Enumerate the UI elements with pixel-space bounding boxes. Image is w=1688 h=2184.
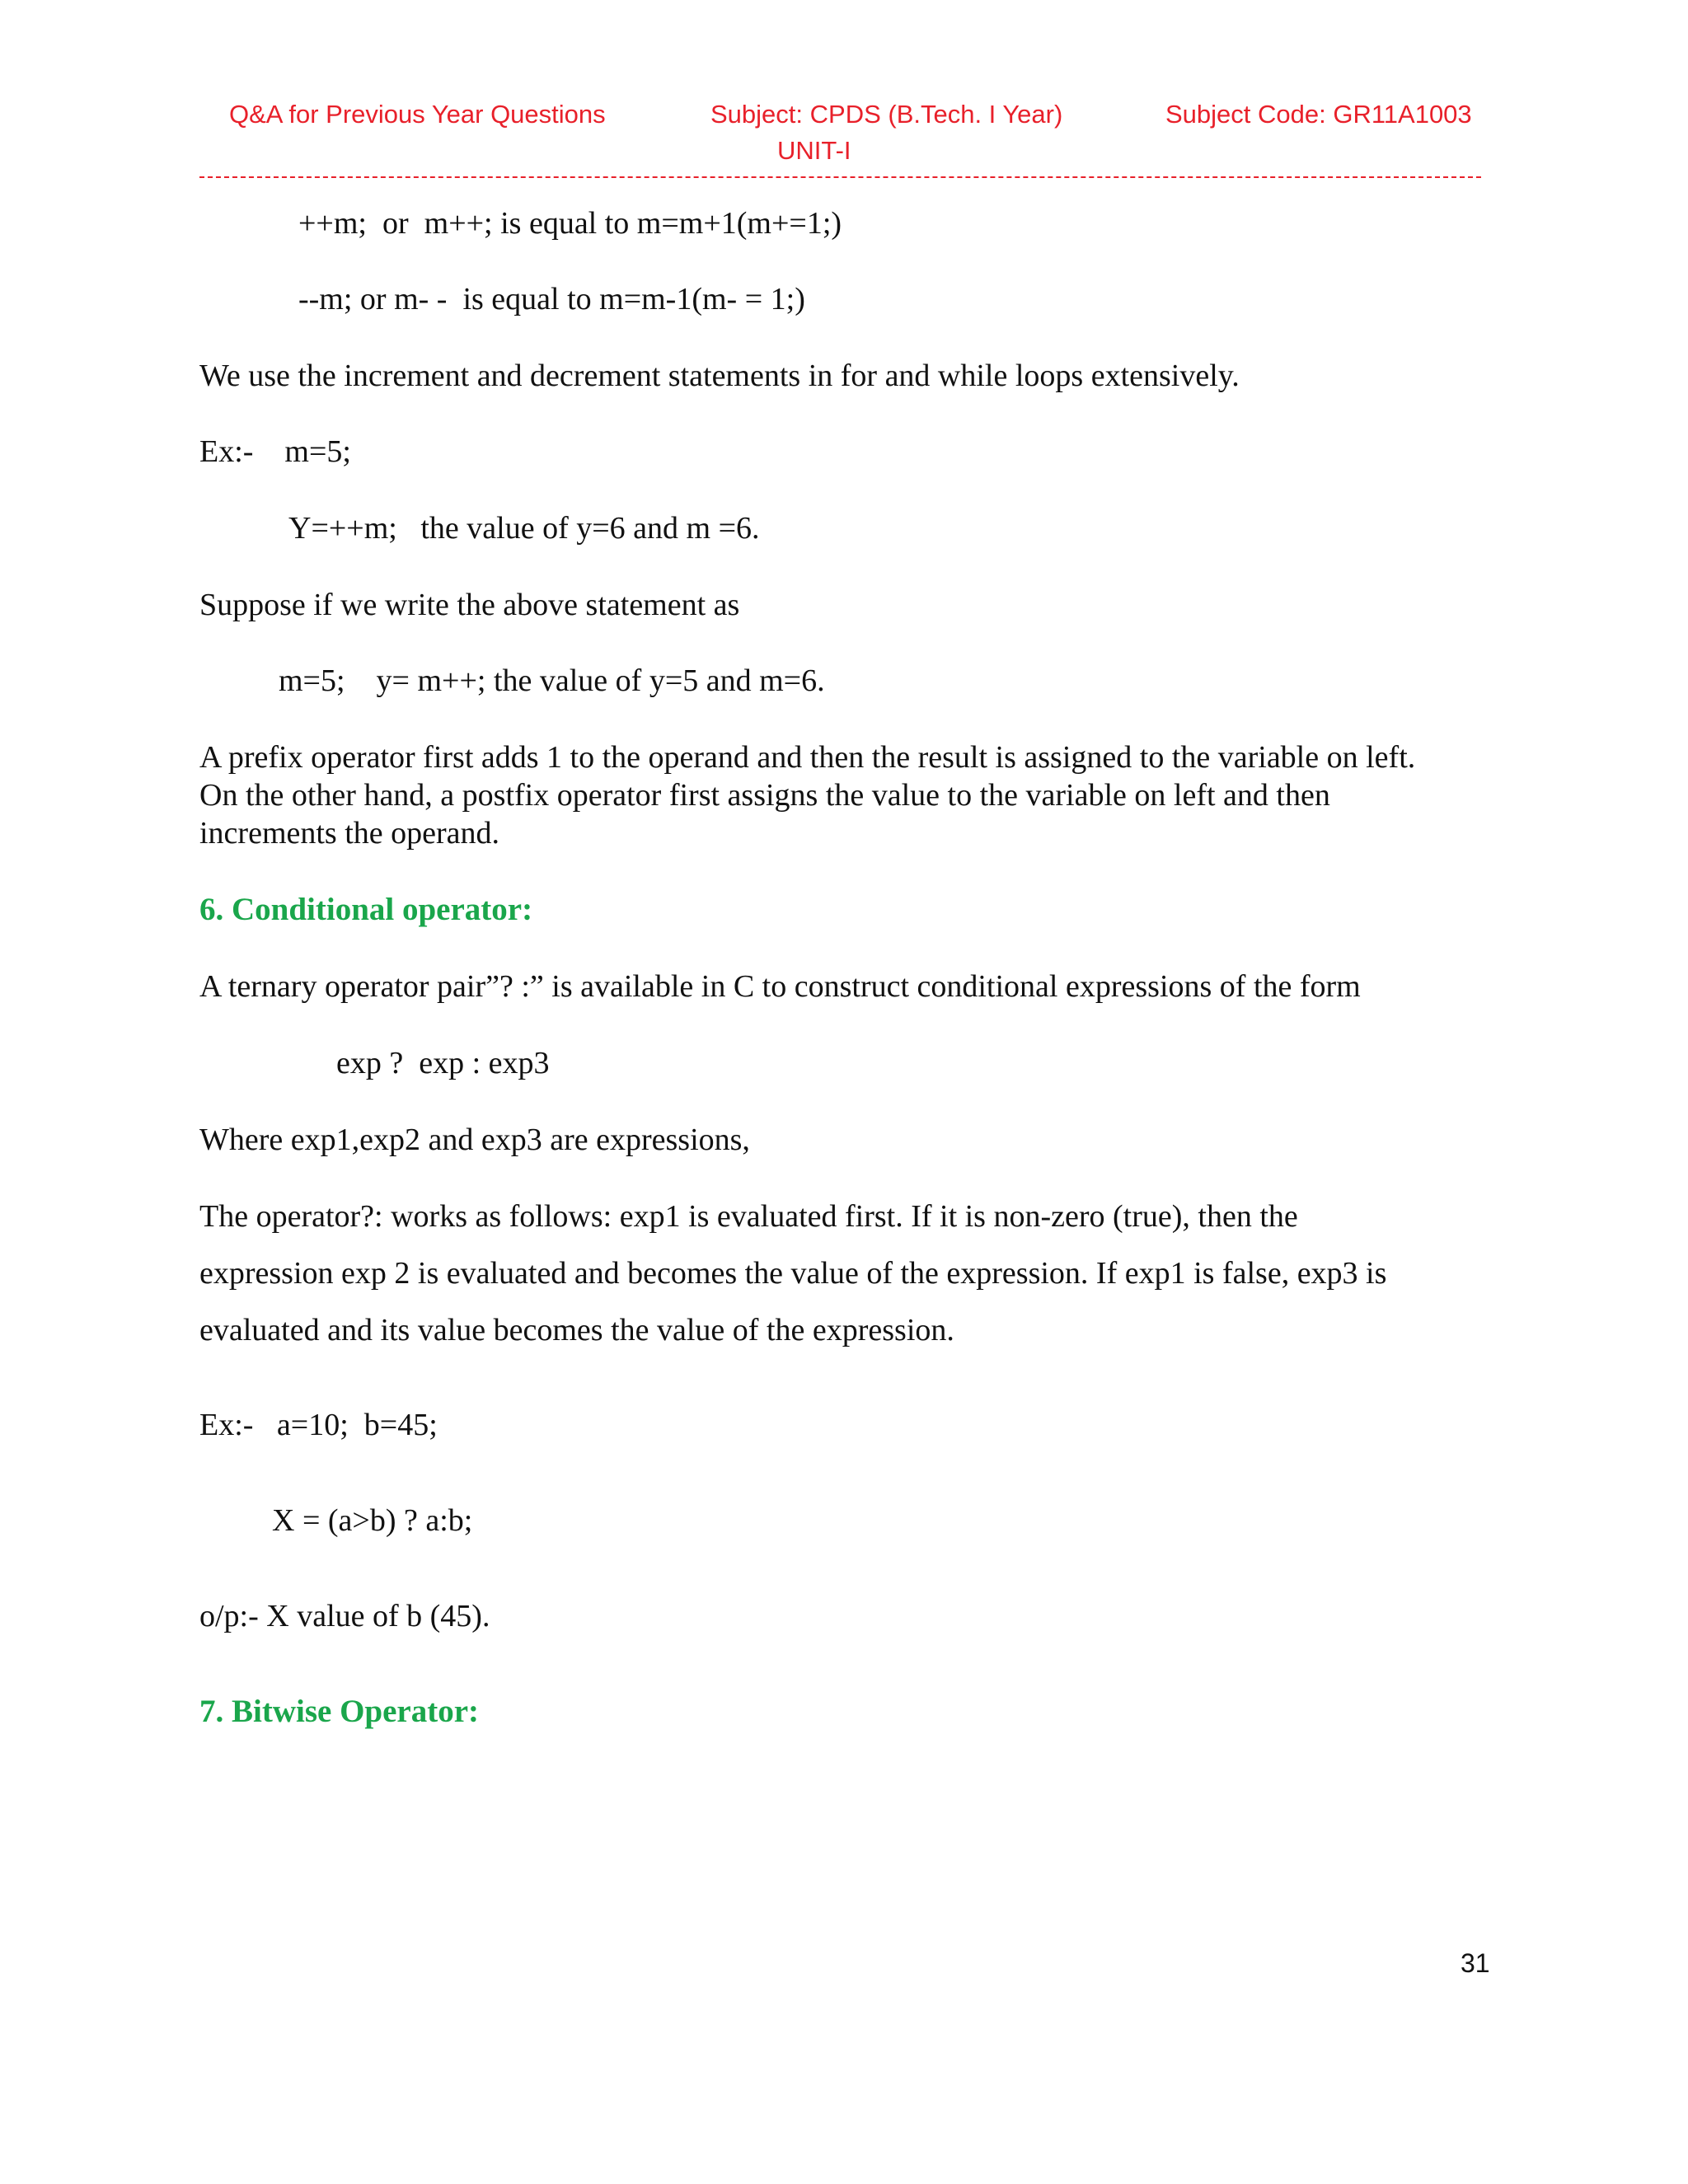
ternary-explanation-line-1: The operator?: works as follows: exp1 is evaluated first. If it is non-zero (true), then the (199, 1199, 1298, 1234)
ternary-explanation-line-2: expression exp 2 is evaluated and becomes the value of the expression. If exp1 is false, exp3 is (199, 1256, 1387, 1291)
prefix-postfix-paragraph-line-2: On the other hand, a postfix operator first assigns the value to the variable on left and then (199, 778, 1330, 813)
ternary-explanation-line-3: evaluated and its value becomes the value of the expression. (199, 1313, 954, 1347)
loop-usage-line: We use the increment and decrement statements in for and while loops extensively. (199, 359, 1240, 393)
header-unit: UNIT-I (777, 136, 851, 165)
increment-equivalence-line: ++m; or m++; is equal to m=m+1(m+=1;) (298, 206, 842, 241)
ternary-form-line: exp ? exp : exp3 (336, 1046, 550, 1080)
example-ternary-expression: X = (a>b) ? a:b; (272, 1503, 473, 1538)
header-subject: Subject: CPDS (B.Tech. I Year) (710, 100, 1063, 129)
header-left-title: Q&A for Previous Year Questions (229, 100, 606, 129)
header-divider (199, 176, 1481, 178)
example-ternary-output: o/p:- X value of b (45). (199, 1599, 490, 1633)
section-heading-conditional-operator: 6. Conditional operator: (199, 892, 533, 927)
header-subject-code: Subject Code: GR11A1003 (1165, 100, 1472, 129)
ternary-intro-line: A ternary operator pair”? :” is available in C to construct conditional expressions of the form (199, 969, 1361, 1004)
example-prefix-result: Y=++m; the value of y=6 and m =6. (288, 511, 760, 546)
page-number: 31 (1461, 1948, 1490, 1978)
prefix-postfix-paragraph-line-1: A prefix operator first adds 1 to the operand and then the result is assigned to the variable on left. (199, 740, 1416, 775)
example-postfix-result: m=5; y= m++; the value of y=5 and m=6. (279, 663, 825, 698)
section-heading-bitwise-operator: 7. Bitwise Operator: (199, 1694, 480, 1729)
expressions-definition-line: Where exp1,exp2 and exp3 are expressions, (199, 1122, 750, 1157)
example-prefix-init: Ex:- m=5; (199, 434, 351, 469)
example-ternary-init: Ex:- a=10; b=45; (199, 1408, 438, 1442)
decrement-equivalence-line: --m; or m- - is equal to m=m-1(m- = 1;) (298, 282, 805, 316)
prefix-postfix-paragraph-line-3: increments the operand. (199, 816, 500, 851)
postfix-intro-line: Suppose if we write the above statement as (199, 588, 740, 622)
